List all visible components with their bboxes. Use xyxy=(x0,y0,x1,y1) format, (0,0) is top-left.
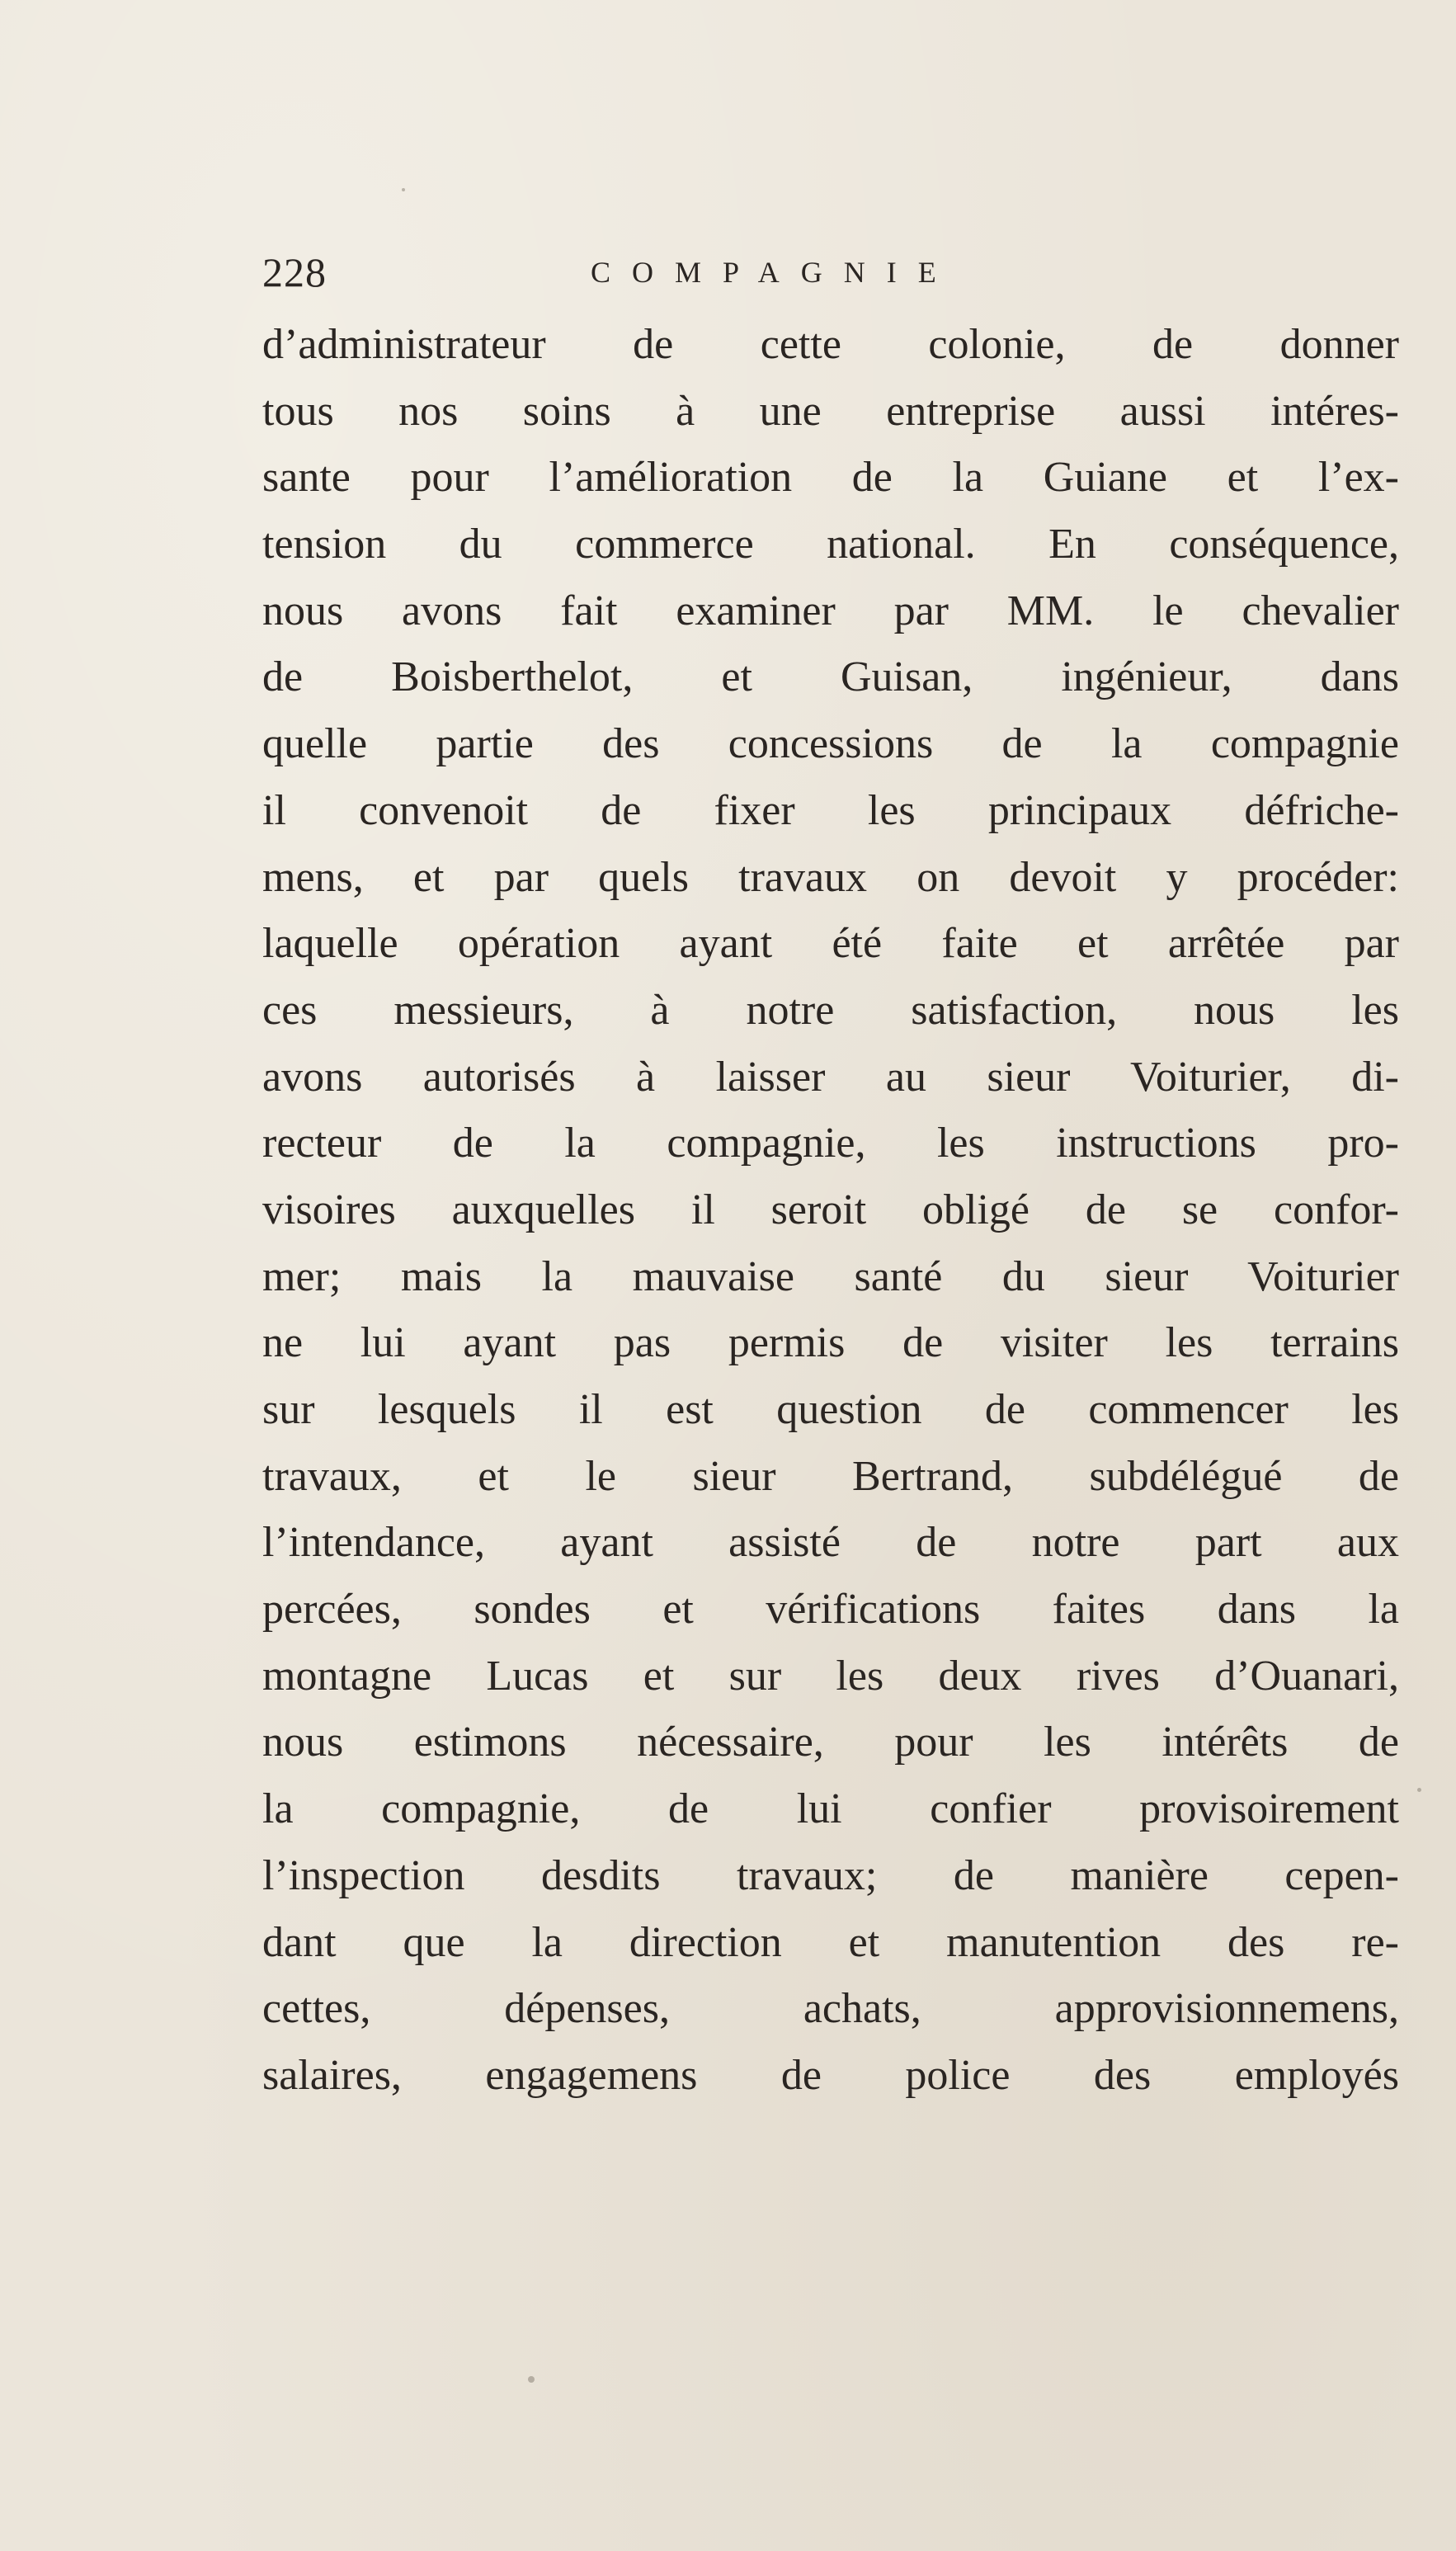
text-line: sur lesquels il est question de commencer les xyxy=(262,1386,1399,1433)
text-line: mer; mais la mauvaise santé du sieur Voiturier xyxy=(262,1252,1399,1300)
text-line: visoires auxquelles il seroit obligé de se confor- xyxy=(262,1186,1399,1233)
text-line: nous estimons nécessaire, pour les intérêts de xyxy=(262,1719,1399,1766)
running-head: COMPAGNIE xyxy=(591,256,958,289)
page-header xyxy=(262,243,1401,301)
text-line: la compagnie, de lui confier provisoirement xyxy=(262,1785,1399,1833)
page-number: 228 xyxy=(262,249,327,295)
text-line: salaires, engagemens de police des employés xyxy=(262,2051,1399,2099)
text-line: montagne Lucas et sur les deux rives d’Ouanari, xyxy=(262,1652,1399,1700)
text-line: mens, et par quels travaux on devoit y procéder: xyxy=(262,853,1399,901)
text-line: ne lui ayant pas permis de visiter les terrains xyxy=(262,1319,1399,1367)
text-line: tous nos soins à une entreprise aussi intéres- xyxy=(262,387,1399,435)
text-line: cettes, dépenses, achats, approvisionnemens, xyxy=(262,1985,1399,2033)
text-line: recteur de la compagnie, les instructions pro- xyxy=(262,1120,1399,1167)
text-line: de Boisberthelot, et Guisan, ingénieur, dans xyxy=(262,653,1399,701)
paper-speck xyxy=(402,188,405,191)
text-line: sante pour l’amélioration de la Guiane et l’ex- xyxy=(262,454,1399,502)
text-line: laquelle opération ayant été faite et arrêtée par xyxy=(262,920,1399,968)
text-line: avons autorisés à laisser au sieur Voiturier, di- xyxy=(262,1053,1399,1101)
paper-speck xyxy=(528,2376,535,2383)
text-line: l’intendance, ayant assisté de notre part aux xyxy=(262,1519,1399,1567)
paper-speck xyxy=(1417,1788,1421,1792)
text-line: travaux, et le sieur Bertrand, subdélégué de xyxy=(262,1452,1399,1500)
body-text xyxy=(262,312,1399,2308)
text-line: nous avons fait examiner par MM. le chevalier xyxy=(262,587,1399,634)
text-line: percées, sondes et vérifications faites dans la xyxy=(262,1586,1399,1634)
text-line: tension du commerce national. En conséquence, xyxy=(262,521,1399,568)
text-line: d’administrateur de cette colonie, de donner xyxy=(262,321,1399,368)
text-line: il convenoit de fixer les principaux défriche- xyxy=(262,786,1399,834)
text-line: quelle partie des concessions de la compagnie xyxy=(262,720,1399,768)
text-line: l’inspection desdits travaux; de manière cepen- xyxy=(262,1851,1399,1899)
text-line: dant que la direction et manutention des re- xyxy=(262,1918,1399,1966)
text-line: ces messieurs, à notre satisfaction, nous les xyxy=(262,986,1399,1034)
